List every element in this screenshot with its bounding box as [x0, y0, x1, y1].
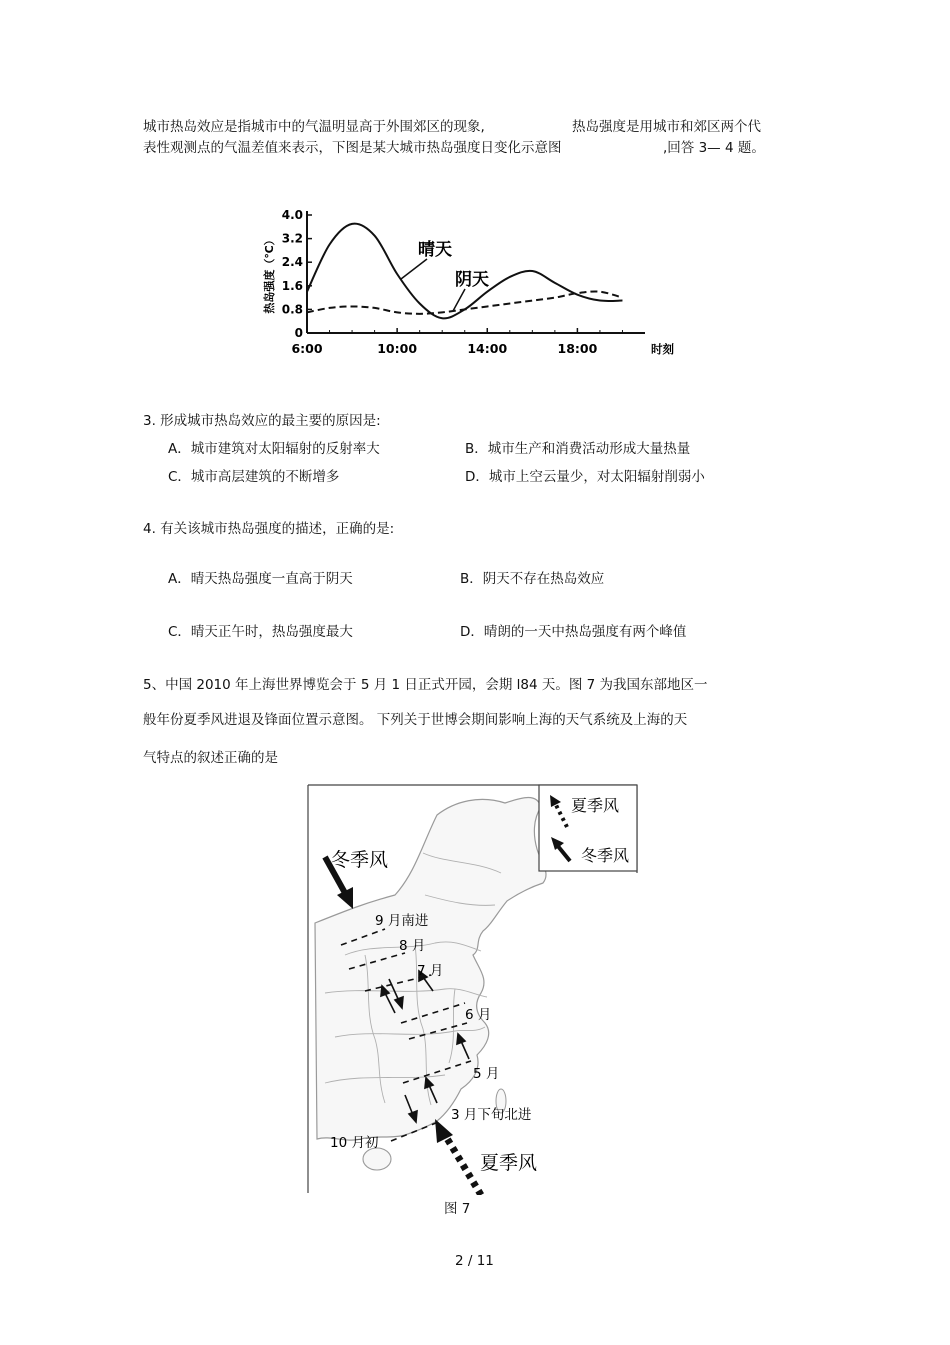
front-label-jul: 7 月: [417, 963, 444, 979]
y-tick-label: 4.0: [281, 208, 303, 222]
q4-option-a: A．晴天热岛强度一直高于阴天: [168, 571, 353, 587]
y-axis-label: 热岛强度（℃）: [263, 234, 276, 314]
q3-stem: 3. 形成城市热岛效应的最主要的原因是:: [143, 413, 381, 429]
summer-monsoon-arrow-icon: [435, 1119, 481, 1195]
x-axis-label: 时刻: [651, 342, 674, 356]
front-label-may: 5 月: [473, 1066, 500, 1082]
q3-option-c: C．城市高层建筑的不断增多: [168, 469, 340, 485]
intro-line1-b: 热岛强度是用城市和郊区两个代: [572, 119, 761, 135]
q5-line2: 般年份夏季风进退及锋面位置示意图。 下列关于世博会期间影响上海的天气系统及上海的天: [143, 712, 688, 728]
q5-line1: 5、中国 2010 年上海世界博览会于 5 月 1 日正式开园，会期 l84 天。图 7 为我国东部地区一: [143, 677, 708, 693]
winter-monsoon-label: 冬季风: [331, 849, 389, 871]
q5-line3: 气特点的叙述正确的是: [143, 750, 278, 766]
front-label-oct: 10 月初: [330, 1135, 379, 1151]
y-tick-label: 0.8: [281, 302, 303, 317]
series-label-sunny: 晴天: [418, 240, 452, 260]
front-label-jun: 6 月: [465, 1007, 492, 1023]
intro-line2-b: ,回答 3— 4 题。: [663, 140, 765, 156]
y-tick-label: 0: [294, 326, 303, 340]
legend-summer-label: 夏季风: [571, 796, 620, 815]
front-label-mar: 3 月下旬北进: [451, 1107, 532, 1123]
summer-monsoon-label: 夏季风: [480, 1152, 538, 1174]
intro-line1-a: 城市热岛效应是指城市中的气温明显高于外围郊区的现象,: [143, 119, 485, 135]
y-tick-label: 3.2: [281, 231, 303, 246]
hainan-island: [363, 1148, 391, 1170]
heat-island-chart: [255, 195, 675, 365]
figure-caption: 图 7: [444, 1201, 471, 1217]
series-label-cloudy: 阴天: [455, 270, 489, 290]
series-leader-sunny: [401, 259, 427, 279]
front-label-aug: 8 月: [399, 938, 426, 954]
q3-option-b: B．城市生产和消费活动形成大量热量: [465, 441, 691, 457]
legend-winter-label: 冬季风: [581, 846, 630, 865]
x-tick-label: 6:00: [291, 341, 323, 356]
q4-option-c: C．晴天正午时，热岛强度最大: [168, 624, 353, 640]
front-label-sept: 9 月南进: [375, 913, 429, 929]
y-tick-label: 1.6: [281, 278, 303, 293]
q3-option-d: D．城市上空云量少，对太阳辐射削弱小: [465, 469, 705, 485]
q4-option-d: D．晴朗的一天中热岛强度有两个峰值: [460, 624, 687, 640]
series-leader-cloudy: [453, 289, 465, 311]
x-tick-label: 10:00: [377, 341, 418, 356]
q4-stem: 4. 有关该城市热岛强度的描述，正确的是:: [143, 521, 395, 537]
q4-option-b: B．阴天不存在热岛效应: [460, 571, 605, 587]
y-tick-label: 2.4: [281, 255, 303, 270]
page-number: 2 / 11: [455, 1253, 494, 1269]
intro-line2-a: 表性观测点的气温差值来表示，下图是某大城市热岛强度日变化示意图: [143, 140, 562, 156]
q3-option-a: A．城市建筑对太阳辐射的反射率大: [168, 441, 380, 457]
x-tick-label: 18:00: [557, 341, 598, 356]
monsoon-front-map: [305, 783, 645, 1195]
x-tick-label: 14:00: [467, 341, 508, 356]
